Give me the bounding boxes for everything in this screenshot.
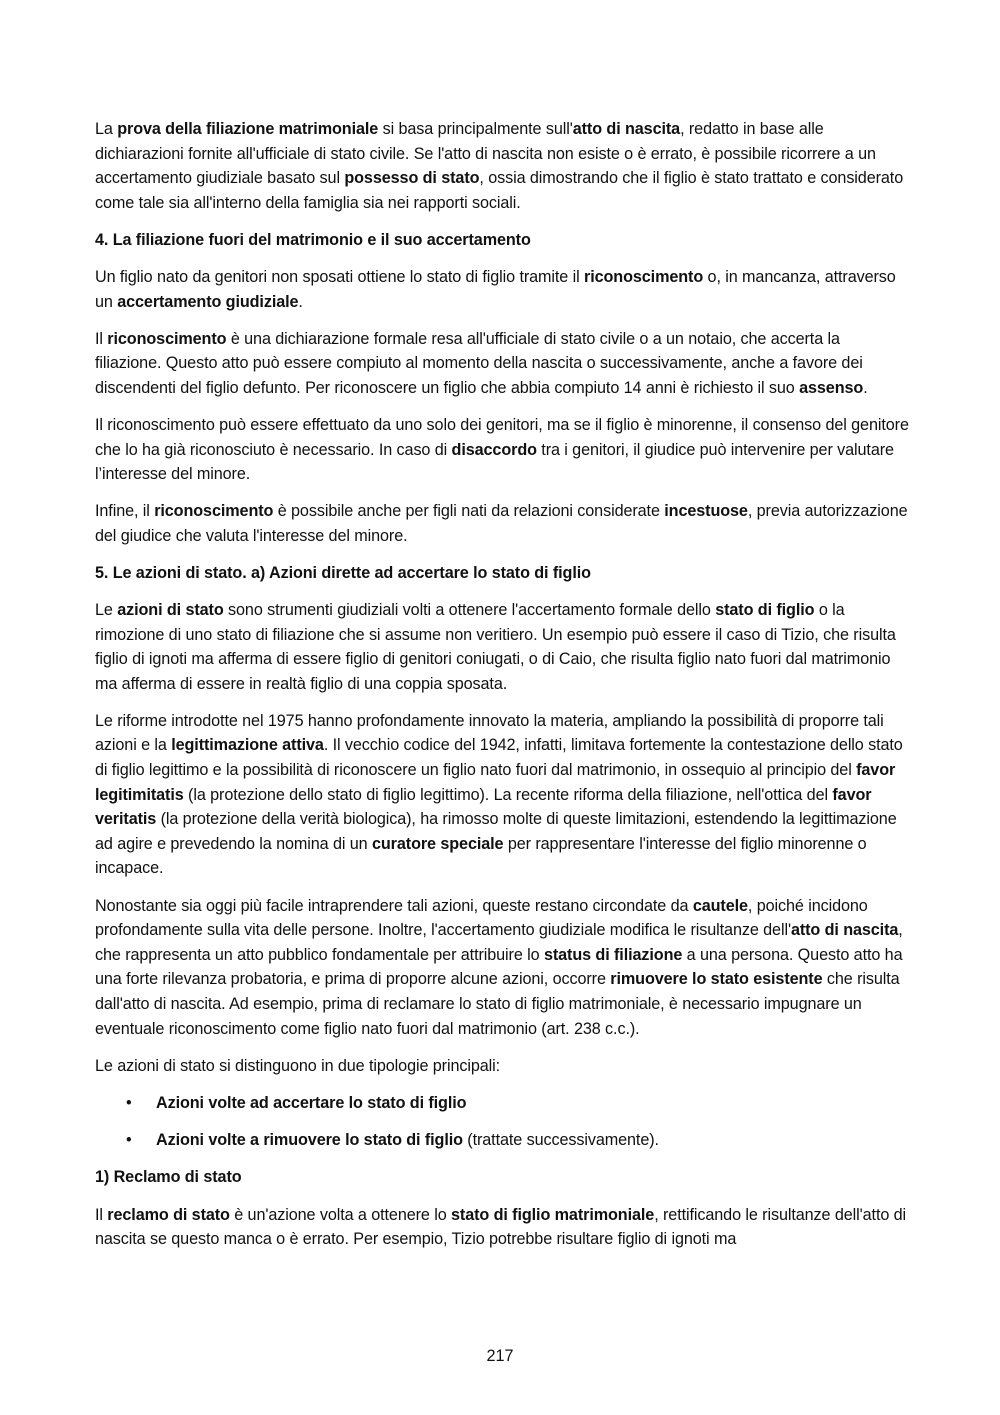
text-span: Le xyxy=(95,601,118,619)
text-span: o la rimozione di uno stato di filiazione che si assume non veritiero. Un esempio può essere il caso di Tizio, che risulta figlio di ignoti ma afferma di essere figlio di genitori coniugati, o di Caio, che risulta figlio nato fuori dal matrimonio ma afferma di essere in realtà figlio di una coppia sposata. xyxy=(95,601,896,693)
text-span: , previa autorizzazione del giudice che valuta l'interesse del minore. xyxy=(95,502,908,545)
text-span: , ossia dimostrando che il figlio è stato trattato e considerato come tale sia all'interno della famiglia sia nei rapporti sociali. xyxy=(95,169,904,212)
text-span: , redatto in base alle dichiarazioni fornite all'ufficiale di stato civile. Se l'atto di nascita non esiste o è errato, è possibile ricorrere a un accertamento giudiziale basato sul xyxy=(95,120,876,188)
bold-term: favor veritatis xyxy=(95,785,872,829)
bold-term: accertamento giudiziale xyxy=(117,292,299,311)
text-span: è possibile anche per figli nati da relazioni considerate xyxy=(273,502,665,521)
text-span: , rettificando le risultanze dell'atto di nascita se questo manca o è errato. Per esempio, Tizio potrebbe risultare figlio di ignoti ma xyxy=(95,1205,907,1249)
bold-term: Azioni volte a rimuovere lo stato di figlio xyxy=(156,1131,463,1150)
bullet-list xyxy=(95,1091,910,1153)
bold-term: status di filiazione xyxy=(543,945,683,964)
text-span: si basa principalmente sull' xyxy=(378,120,573,138)
text-span: , che rappresenta un atto pubblico fondamentale per attribuire lo xyxy=(95,921,903,964)
bold-term: stato di figlio matrimoniale xyxy=(451,1205,655,1224)
bullet-icon: • xyxy=(126,1131,132,1150)
text-span: Il xyxy=(95,329,108,348)
bold-term: stato di figlio xyxy=(715,601,815,619)
bold-term: reclamo di stato xyxy=(107,1205,230,1224)
document-page xyxy=(95,117,910,1264)
subsection-heading-reclamo: 1) Reclamo di stato xyxy=(95,1168,242,1187)
bold-term: atto di nascita xyxy=(790,921,899,940)
paragraph-prova-filiazione xyxy=(95,117,910,215)
bold-term: riconoscimento xyxy=(107,329,227,348)
bold-term: riconoscimento xyxy=(154,502,274,521)
text-span: è una dichiarazione formale resa all'ufficiale di stato civile o a un notaio, che accerta la filiazione. Questo atto può essere compiuto al momento della nascita o successivamente, anche a favore dei discendenti del figlio defunto. Per riconoscere un figlio che abbia compiuto 14 anni è richiesto il suo xyxy=(95,329,863,397)
text-span: che risulta dall'atto di nascita. Ad esempio, prima di reclamare lo stato di figlio matrimoniale, è necessario impugnare un eventuale riconoscimento come figlio nato fuori dal matrimonio (art. 238 c.c.). xyxy=(95,970,900,1038)
paragraph-riconoscimento xyxy=(95,327,910,401)
bold-term: atto di nascita xyxy=(572,120,681,138)
list-item xyxy=(95,1128,910,1153)
paragraph-riforme-1975 xyxy=(95,709,910,881)
bold-term: disaccordo xyxy=(451,440,537,459)
text-span: . Il vecchio codice del 1942, infatti, limitava fortemente la contestazione dello stato di figlio legittimo e la possibilità di riconoscere un figlio nato fuori dal matrimonio, in ossequio al principio del xyxy=(95,736,903,780)
bullet-icon: • xyxy=(126,1093,132,1112)
paragraph-tipologie: Le azioni di stato si distinguono in due tipologie principali: xyxy=(95,1056,501,1075)
section-heading-4: 4. La filiazione fuori del matrimonio e il suo accertamento xyxy=(95,230,531,249)
text-span: Il xyxy=(95,1205,108,1224)
bold-term: assenso xyxy=(799,378,864,397)
section-heading-5: 5. Le azioni di stato. a) Azioni dirette ad accertare lo stato di figlio xyxy=(95,563,591,582)
bold-term: legittimazione attiva xyxy=(171,736,324,755)
text-span: tra i genitori, il giudice può intervenire per valutare l’interesse del minore. xyxy=(95,440,894,484)
text-span: per rappresentare l'interesse del figlio minorenne o incapace. xyxy=(95,834,867,878)
text-span: (la protezione dello stato di figlio legittimo). La recente riforma della filiazione, nell'ottica del xyxy=(183,785,833,804)
text-span: . xyxy=(863,378,868,397)
paragraph-incestuose xyxy=(95,499,910,548)
text-span: La xyxy=(95,120,118,138)
text-span: Nonostante sia oggi più facile intraprendere tali azioni, queste restano circondate da xyxy=(95,896,693,915)
text-span: sono strumenti giudiziali volti a ottenere l'accertamento formale dello xyxy=(223,601,716,619)
bold-term: incestuose xyxy=(664,502,748,521)
bold-term: cautele xyxy=(692,896,748,915)
bold-term: curatore speciale xyxy=(371,834,504,853)
bold-term: prova della filiazione matrimoniale xyxy=(117,120,379,138)
text-span: o, in mancanza, attraverso un xyxy=(95,267,896,311)
bold-term: rimuovere lo stato esistente xyxy=(610,970,823,989)
paragraph-azioni-di-stato xyxy=(95,598,910,696)
text-span: Un figlio nato da genitori non sposati ottiene lo stato di figlio tramite il xyxy=(95,267,584,286)
bold-term: favor legitimitatis xyxy=(95,761,896,804)
bold-term: azioni di stato xyxy=(117,601,224,619)
list-item xyxy=(95,1091,910,1116)
text-span: Infine, il xyxy=(95,502,155,521)
bold-term: riconoscimento xyxy=(584,267,704,286)
page-number: 217 xyxy=(486,1347,514,1365)
text-span: (la protezione della verità biologica), ha rimosso molte di queste limitazioni, estendendo la legittimazione ad agire e prevedendo la nomina di un xyxy=(95,810,897,853)
paragraph-reclamo-di-stato xyxy=(95,1203,910,1252)
text-span: è un'azione volta a ottenere lo xyxy=(229,1205,452,1224)
paragraph-figlio-non-sposati xyxy=(95,265,910,314)
text-span: Le riforme introdotte nel 1975 hanno profondamente innovato la materia, ampliando la possibilità di proporre tali azioni e la xyxy=(95,711,884,755)
paragraph-consenso-genitore xyxy=(95,413,910,487)
text-span: Il riconoscimento può essere effettuato da uno solo dei genitori, ma se il figlio è minorenne, il consenso del genitore che lo ha già riconosciuto è necessario. In caso di xyxy=(95,415,909,459)
text-span: a una persona. Questo atto ha una forte rilevanza probatoria, e prima di proporre alcune azioni, occorre xyxy=(95,945,903,989)
bold-term: possesso di stato xyxy=(344,169,480,188)
text-span: . xyxy=(298,292,303,311)
bold-term: Azioni volte ad accertare lo stato di figlio xyxy=(156,1093,467,1112)
paragraph-cautele xyxy=(95,894,910,1042)
text-span: (trattate successivamente). xyxy=(462,1131,659,1150)
text-span: , poiché incidono profondamente sulla vita delle persone. Inoltre, l'accertamento giudiziale modifica le risultanze dell' xyxy=(95,896,868,940)
